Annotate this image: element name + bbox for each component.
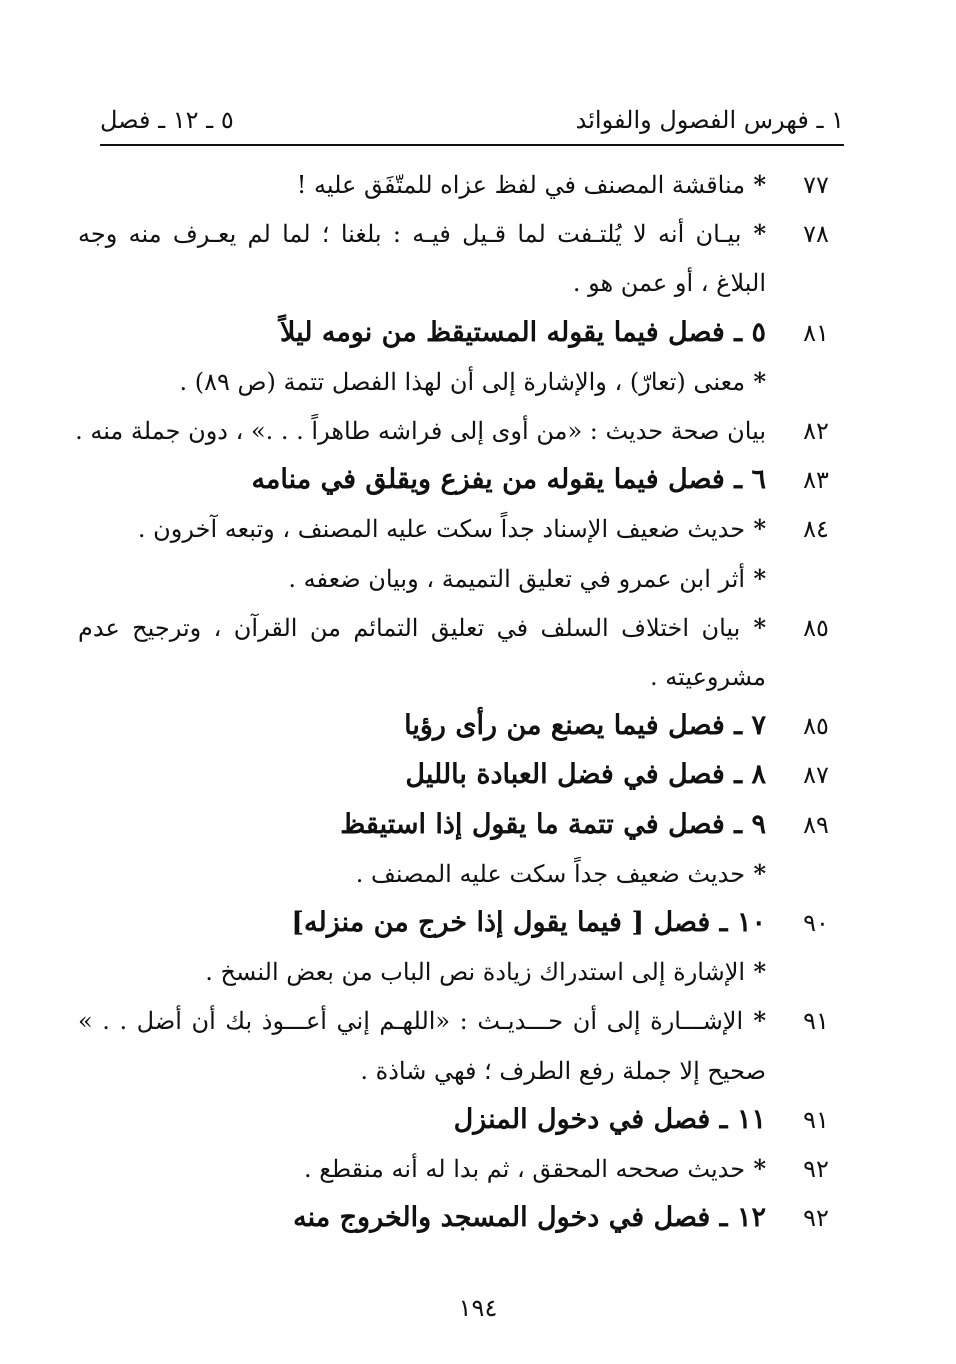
section-heading (78, 800, 766, 850)
entry-label: أثر ابن عمرو في تعليق التميمة ، وبيان ضعفه . (288, 564, 746, 593)
entry-label: الإشارة إلى استدراك زيادة نص الباب من بعض النسخ . (205, 958, 746, 987)
section-heading (78, 455, 766, 505)
asterisk-icon: * (745, 514, 766, 544)
entry-page-number: ٨٧ (803, 761, 829, 790)
entry-text (78, 849, 766, 899)
entry-text (78, 1144, 766, 1194)
entry-label: حديث صححه المحقق ، ثم بدا له أنه منقطع . (303, 1155, 746, 1183)
entry-text (78, 947, 766, 997)
asterisk-icon: * (745, 170, 766, 199)
section-heading (78, 750, 766, 800)
index-entry (78, 1046, 838, 1096)
asterisk-icon: * (745, 858, 766, 888)
entry-text (78, 209, 766, 259)
page-number: ١٩٤ (458, 1294, 498, 1322)
index-entry (78, 603, 838, 653)
entry-label: ١٢ ـ فصل في دخول المسجد والخروج منه (293, 1202, 766, 1234)
entry-label: معنى (تعارّ) ، والإشارة إلى أن لهذا الفصل تتمة (ص ٨٩) . (179, 367, 746, 396)
index-entry (78, 308, 838, 358)
asterisk-icon: * (745, 563, 766, 593)
index-entry (78, 504, 838, 554)
section-heading (78, 1095, 766, 1145)
index-entry (78, 947, 838, 997)
index-entry (78, 701, 838, 751)
entry-page-number: ٩١ (803, 1007, 829, 1036)
entry-page-number: ٨٤ (803, 515, 829, 544)
entry-label: مشروعيته . (649, 663, 766, 691)
entry-text (78, 357, 766, 407)
entry-page-number: ٩٢ (803, 1155, 829, 1183)
entry-text (78, 996, 766, 1046)
index-entry (78, 554, 838, 604)
entry-page-number: ٨٥ (803, 613, 829, 642)
index-entry (78, 1144, 838, 1194)
index-entry (78, 652, 838, 702)
section-heading (78, 1193, 766, 1243)
index-entry (78, 455, 838, 505)
entry-label: حديث ضعيف جداً سكت عليه المصنف . (355, 859, 746, 888)
entry-page-number: ٨١ (803, 318, 829, 347)
index-entry (78, 750, 838, 800)
header-chapter-range: ٥ ـ ١٢ ـ فصل (100, 106, 234, 134)
entry-page-number: ٩١ (803, 1105, 829, 1134)
entry-text (78, 603, 766, 653)
index-entry (75, 406, 838, 456)
entry-label: صحيح إلا جملة رفع الطرف ؛ فهي شاذة . (360, 1056, 766, 1085)
entry-label: ٨ ـ فصل في فضل العبادة بالليل (405, 759, 766, 791)
index-entry (78, 849, 838, 899)
index-entry (78, 898, 838, 948)
index-entry (78, 209, 838, 259)
entry-label: البلاغ ، أو عمن هو . (572, 269, 766, 298)
entry-page-number: ٧٨ (803, 220, 829, 249)
entry-text (78, 160, 766, 210)
asterisk-icon: * (745, 366, 766, 396)
entry-text (78, 652, 766, 702)
entry-text (75, 406, 766, 456)
header-section-title: ١ ـ فهرس الفصول والفوائد (575, 106, 844, 134)
asterisk-icon: * (741, 219, 767, 249)
index-entry (78, 258, 838, 308)
entry-label: ٧ ـ فصل فيما يصنع من رأى رؤيا (404, 710, 766, 742)
entry-page-number: ٩٢ (803, 1204, 829, 1233)
index-entry (78, 996, 838, 1046)
entry-label: بيان اختلاف السلف في تعليق التمائم من القرآن ، وترجيح عدم (78, 613, 741, 642)
entry-text (78, 554, 766, 604)
entry-page-number: ٧٧ (803, 171, 829, 199)
index-entry (78, 1193, 838, 1243)
entry-page-number: ٩٠ (803, 909, 829, 937)
entry-page-number: ٨٩ (803, 810, 829, 839)
entry-text (78, 504, 766, 554)
index-entry (78, 160, 838, 210)
asterisk-icon: * (745, 1154, 766, 1183)
entry-text (78, 258, 766, 308)
entry-page-number: ٨٣ (803, 466, 829, 495)
asterisk-icon: * (745, 957, 766, 987)
entry-label: حديث ضعيف الإسناد جداً سكت عليه المصنف ، وتبعه آخرون . (137, 515, 746, 544)
entry-text (78, 1046, 766, 1096)
asterisk-icon: * (743, 1006, 767, 1036)
asterisk-icon: * (740, 612, 766, 642)
entry-label: بيـان أنه لا يُلتـفت لما قـيل فيـه : بلغنا ؛ لما لم يعـرف منه وجه (78, 220, 742, 249)
index-entry (78, 1095, 838, 1145)
entry-label: ١١ ـ فصل في دخول المنزل (453, 1103, 766, 1135)
running-header (100, 98, 844, 142)
section-heading (78, 308, 766, 358)
index-entry (78, 800, 838, 850)
section-heading (78, 898, 766, 948)
entry-label: ٥ ـ فصل فيما يقوله المستيقظ من نومه ليلاً (279, 316, 766, 348)
index-entry (78, 357, 838, 407)
entry-label: ٩ ـ فصل في تتمة ما يقول إذا استيقظ (340, 808, 766, 840)
section-heading (78, 701, 766, 751)
header-rule (100, 144, 844, 146)
entry-label: مناقشة المصنف في لفظ عزاه للمتّفَق عليه ! (296, 171, 746, 199)
entry-label: الإشـــارة إلى أن حـــديـث : «اللهـم إني أعـــوذ بك أن أضل . . » (78, 1007, 744, 1036)
entry-label: ١٠ ـ فصل [ فيما يقول إذا خرج من منزله] (291, 907, 766, 938)
entry-page-number: ٨٢ (803, 417, 829, 445)
entry-label: بيان صحة حديث : «من أوى إلى فراشه طاهراً . . .» ، دون جملة منه . (75, 417, 766, 445)
entry-page-number: ٨٥ (803, 712, 829, 741)
entry-label: ٦ ـ فصل فيما يقوله من يفزع ويقلق في منامه (251, 464, 766, 496)
